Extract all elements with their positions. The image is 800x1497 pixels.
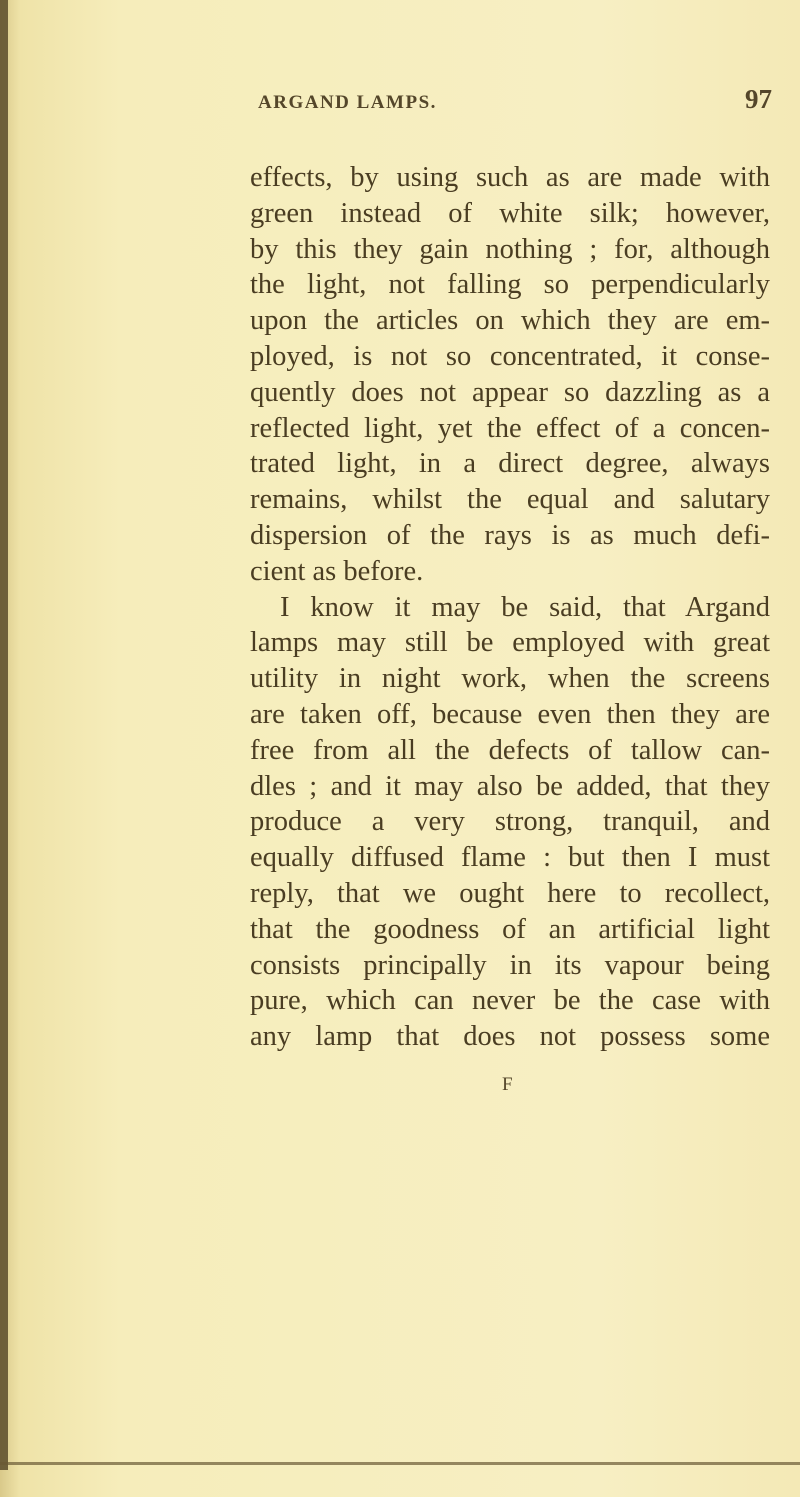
text-line: cient as before.	[250, 555, 424, 587]
text-line: equally diffused flame : but then I must	[250, 842, 770, 874]
text-line: utility in night work, when the screens	[250, 663, 770, 695]
signature-mark: F	[502, 1074, 513, 1095]
text-line: ployed, is not so concentrated, it conse-	[250, 340, 770, 372]
text-line: upon the articles on which they are em-	[250, 305, 770, 337]
page-bottom-edge	[0, 1462, 800, 1465]
text-line: by this they gain nothing ; for, although	[250, 233, 770, 265]
text-line: reply, that we ought here to recollect,	[250, 877, 770, 909]
text-line: are taken off, because even then they are	[250, 698, 770, 730]
running-title: ARGAND LAMPS.	[258, 92, 437, 113]
text-line: pure, which can never be the case with	[250, 985, 770, 1017]
text-line: trated light, in a direct degree, always	[250, 448, 770, 480]
text-line: dles ; and it may also be added, that they	[250, 770, 770, 802]
page-binding-edge	[0, 0, 8, 1470]
text-line: quently does not appear so dazzling as a	[250, 376, 770, 408]
body-text	[250, 160, 770, 1055]
text-line: effects, by using such as are made with	[250, 162, 770, 193]
text-line: green instead of white silk; however,	[250, 197, 770, 229]
page-header	[258, 84, 772, 118]
text-line: produce a very strong, tranquil, and	[250, 806, 770, 838]
page-number: 97	[745, 84, 772, 114]
text-line: that the goodness of an artificial light	[250, 913, 770, 945]
text-line: any lamp that does not possess some	[250, 1021, 770, 1053]
text-line: the light, not falling so perpendicularly	[250, 269, 770, 301]
text-line: reflected light, yet the effect of a concen-	[250, 412, 770, 444]
text-line: free from all the defects of tallow can-	[250, 734, 770, 766]
text-line: remains, whilst the equal and salutary	[250, 484, 770, 516]
text-line: I know it may be said, that Argand	[280, 591, 770, 623]
text-line: lamps may still be employed with great	[250, 627, 770, 659]
text-line: dispersion of the rays is as much defi-	[250, 519, 770, 551]
text-line: consists principally in its vapour being	[250, 949, 770, 981]
